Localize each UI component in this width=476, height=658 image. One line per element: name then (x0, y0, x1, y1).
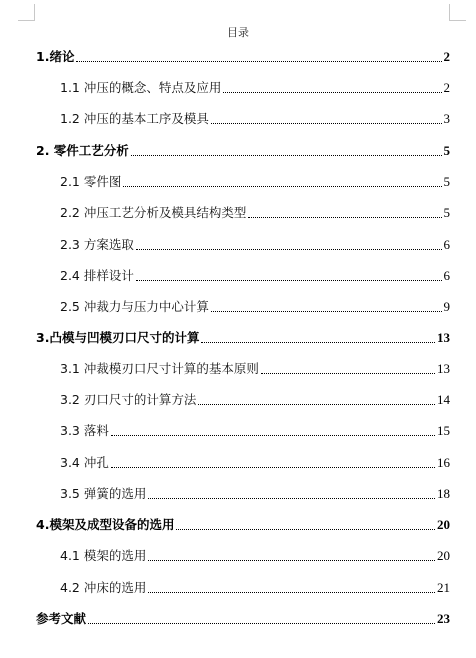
dot-leader (76, 60, 441, 62)
toc-entry-section[interactable] (0, 108, 476, 128)
toc-entry-page-number: 20 (437, 548, 450, 563)
dot-leader (136, 248, 442, 250)
toc-entry-title: 4.2 冲床的选用 (60, 580, 147, 595)
toc-entry-title: 3.凸模与凹模刃口尺寸的计算 (36, 330, 200, 345)
toc-entry-page-number: 3 (443, 111, 450, 126)
toc-entry-title: 2. 零件工艺分析 (36, 143, 129, 158)
toc-entry-title: 1.1 冲压的概念、特点及应用 (60, 80, 222, 95)
toc-entry-title: 4.1 模架的选用 (60, 548, 147, 563)
dot-leader (148, 497, 435, 499)
toc-entry-chapter[interactable] (0, 140, 476, 160)
toc-entry-title: 1.2 冲压的基本工序及模具 (60, 111, 209, 126)
toc-entry-page-number: 6 (443, 268, 450, 283)
dot-leader (248, 216, 441, 218)
toc-entry-section[interactable] (0, 171, 476, 191)
toc-entry-page-number: 13 (437, 330, 450, 345)
dot-leader (111, 434, 435, 436)
toc-entry-section[interactable] (0, 452, 476, 472)
dot-leader (176, 528, 435, 530)
dot-leader (148, 559, 435, 561)
dot-leader (88, 622, 435, 624)
toc-entry-title: 1.绪论 (36, 49, 75, 64)
toc-entry-title: 3.5 弹簧的选用 (60, 486, 147, 501)
dot-leader (211, 122, 442, 124)
toc-entry-page-number: 20 (437, 517, 450, 532)
toc-entry-title: 2.3 方案选取 (60, 237, 134, 252)
toc-entry-page-number: 18 (437, 486, 450, 501)
toc-entry-page-number: 9 (443, 299, 450, 314)
toc-entry-section[interactable] (0, 202, 476, 222)
toc-entry-page-number: 2 (443, 49, 450, 64)
dot-leader (201, 341, 435, 343)
toc-entry-page-number: 5 (443, 174, 450, 189)
toc-entry-section[interactable] (0, 358, 476, 378)
toc-entry-title: 4.模架及成型设备的选用 (36, 517, 175, 532)
dot-leader (198, 403, 435, 405)
toc-entry-section[interactable] (0, 296, 476, 316)
toc-entry-page-number: 13 (437, 361, 450, 376)
toc-entry-page-number: 5 (443, 205, 450, 220)
toc-entry-chapter[interactable] (0, 327, 476, 347)
dot-leader (211, 310, 442, 312)
toc-entry-chapter[interactable] (0, 514, 476, 534)
toc-entry-page-number: 2 (443, 80, 450, 95)
toc-entry-page-number: 5 (443, 143, 450, 158)
toc-entry-title: 3.3 落料 (60, 423, 109, 438)
toc-entry-section[interactable] (0, 234, 476, 254)
toc-entry-title: 2.1 零件图 (60, 174, 122, 189)
toc-entry-title: 2.2 冲压工艺分析及模具结构类型 (60, 205, 247, 220)
toc-entry-title: 3.2 刃口尺寸的计算方法 (60, 392, 197, 407)
dot-leader (261, 372, 435, 374)
toc-entry-chapter[interactable] (0, 608, 476, 628)
toc-entry-section[interactable] (0, 389, 476, 409)
toc-entry-section[interactable] (0, 265, 476, 285)
dot-leader (123, 185, 441, 187)
toc-entry-page-number: 23 (437, 611, 450, 626)
dot-leader (136, 279, 442, 281)
toc-entry-chapter[interactable] (0, 46, 476, 66)
toc-entry-section[interactable] (0, 545, 476, 565)
toc-entry-section[interactable] (0, 420, 476, 440)
toc-heading: 目录 (227, 26, 249, 39)
dot-leader (131, 154, 442, 156)
toc-entry-title: 参考文献 (36, 611, 87, 626)
dot-leader (148, 591, 435, 593)
toc-entry-page-number: 15 (437, 423, 450, 438)
toc-entry-title: 2.4 排样设计 (60, 268, 134, 283)
toc-entry-section[interactable] (0, 483, 476, 503)
toc-entry-page-number: 14 (437, 392, 450, 407)
toc-entry-section[interactable] (0, 577, 476, 597)
toc-entry-section[interactable] (0, 77, 476, 97)
toc-entry-title: 3.1 冲裁模刃口尺寸计算的基本原则 (60, 361, 259, 376)
toc-entry-page-number: 6 (443, 237, 450, 252)
dot-leader (111, 466, 435, 468)
toc-entry-page-number: 16 (437, 455, 450, 470)
toc-entry-title: 3.4 冲孔 (60, 455, 109, 470)
dot-leader (223, 91, 441, 93)
toc-entry-title: 2.5 冲裁力与压力中心计算 (60, 299, 209, 314)
toc-entry-page-number: 21 (437, 580, 450, 595)
